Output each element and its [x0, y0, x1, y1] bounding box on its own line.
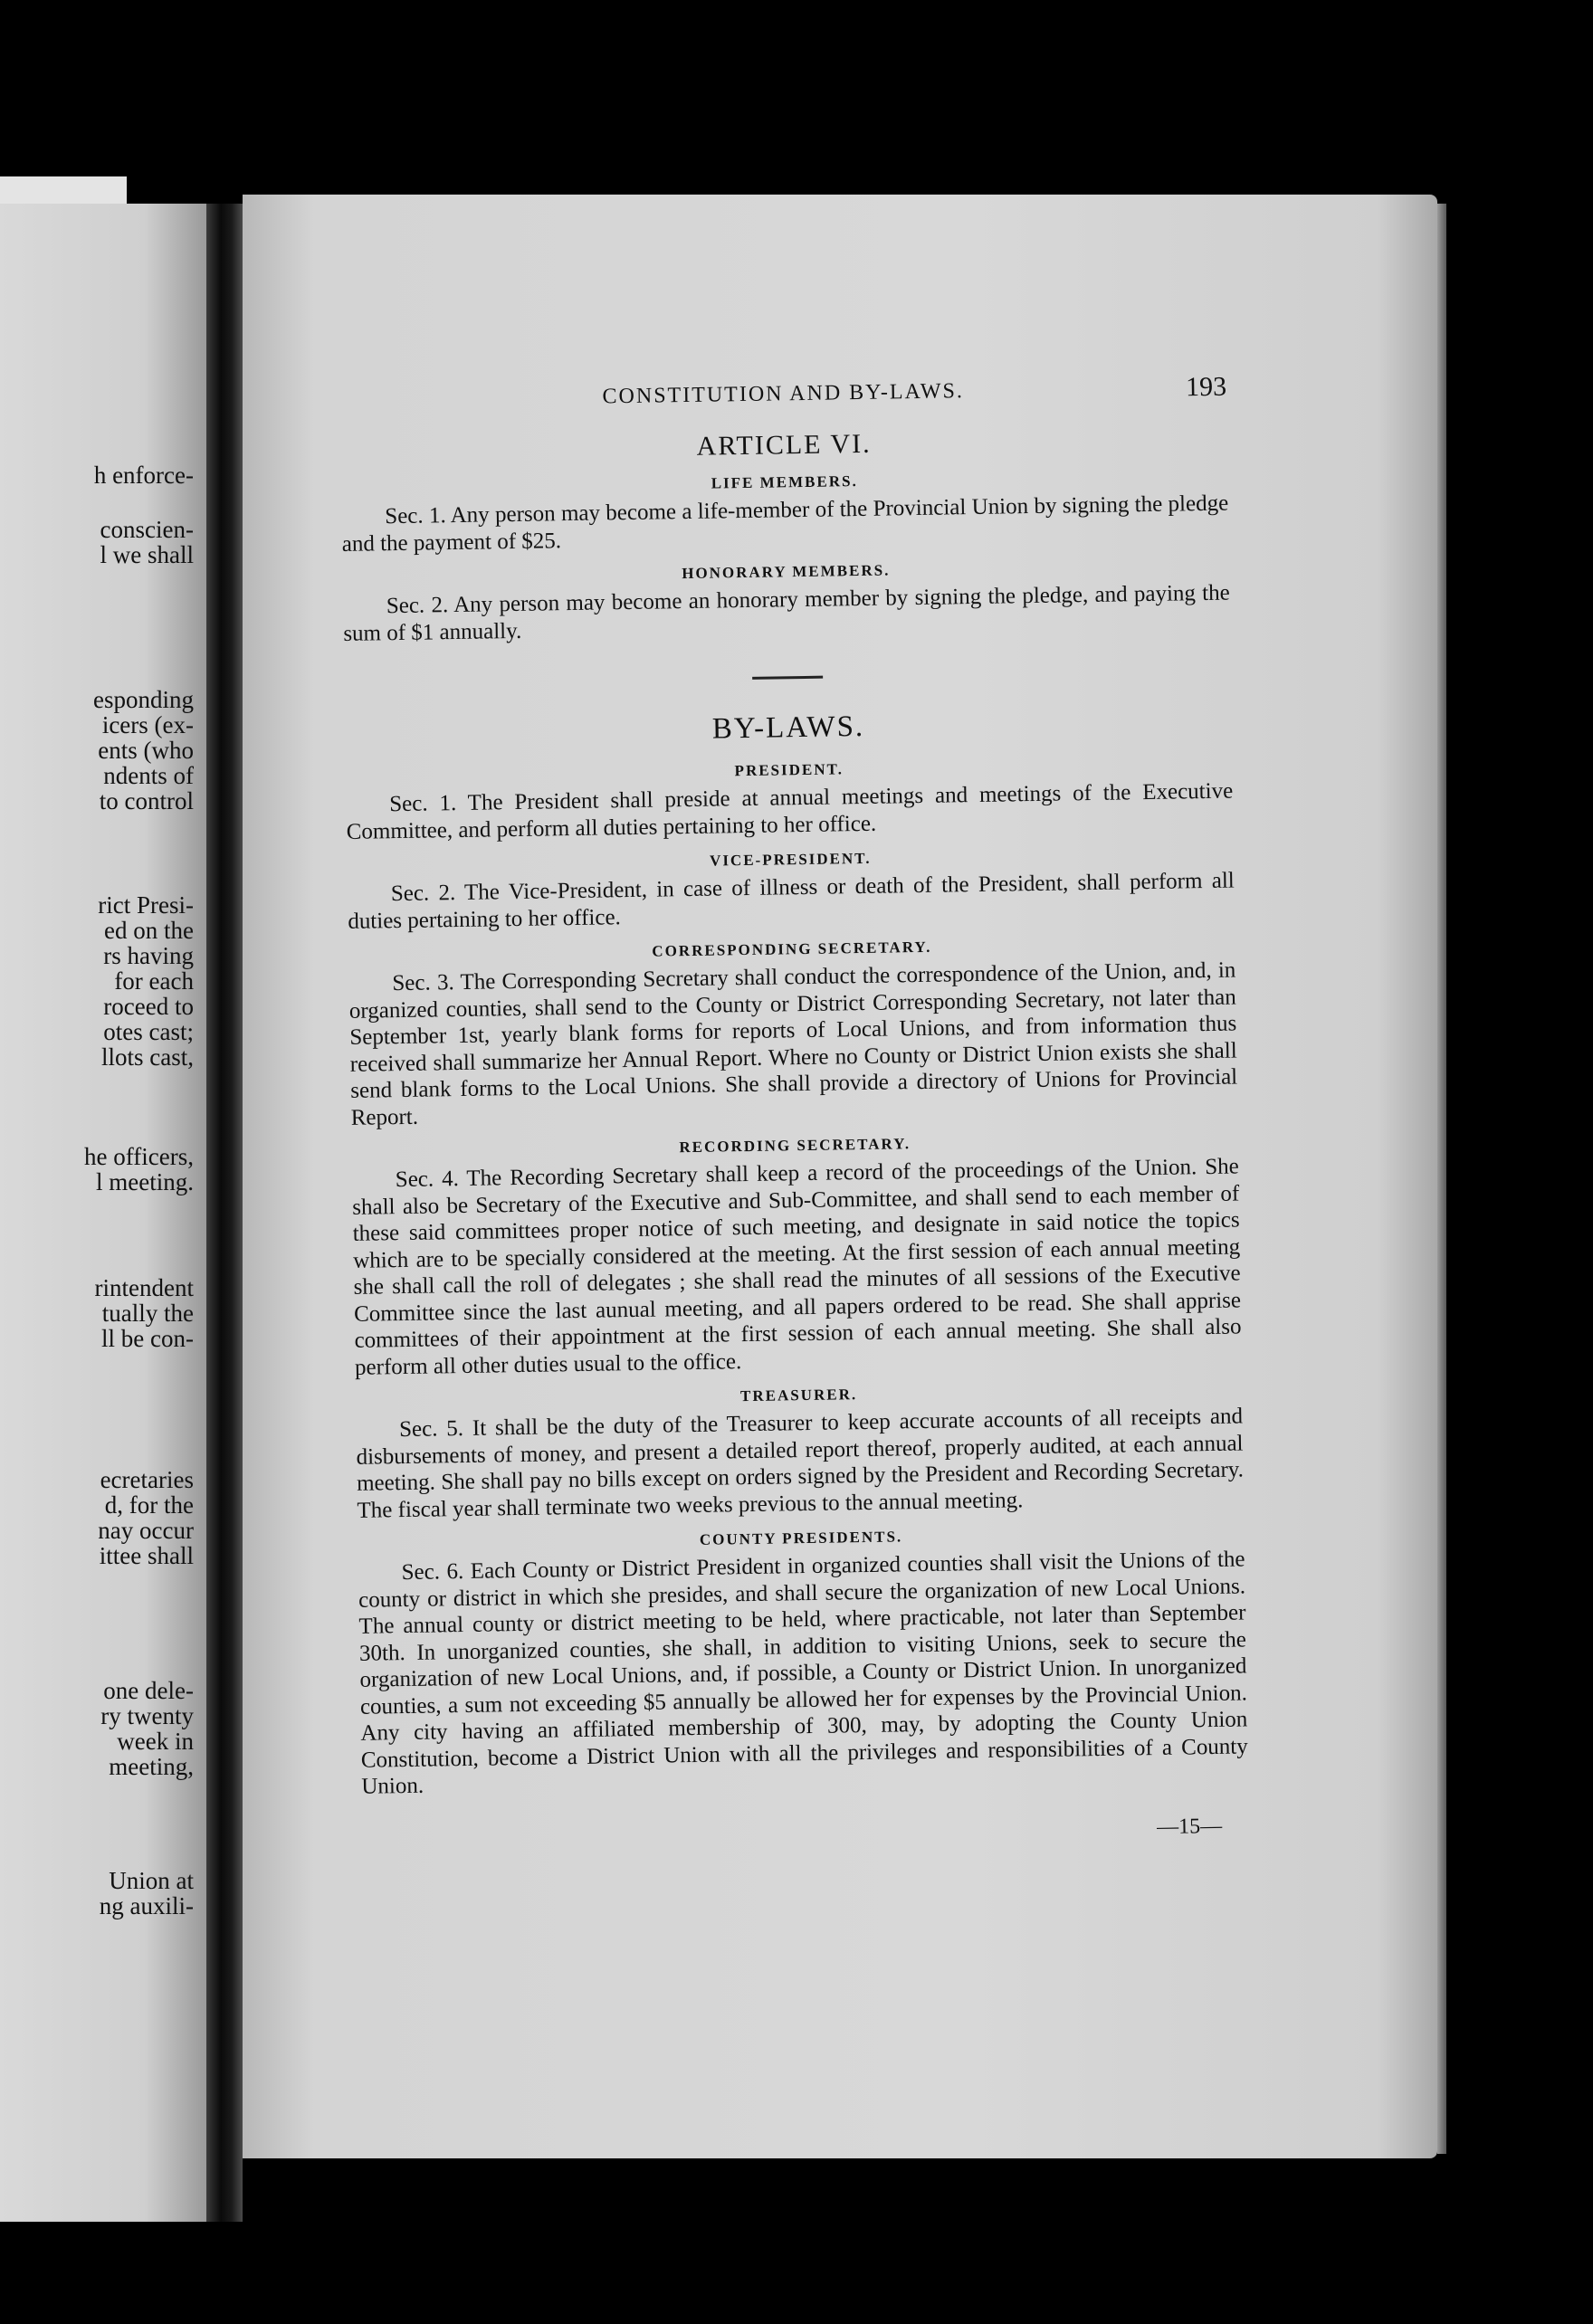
section-text: Sec. 4. The Recording Secretary shall keep a record of the proceedings of the Union. She shall also be Secretary of the Executive and Sub-Committee, and shall send to each member of these said committees proper notice of such meeting, and designate in said notice the topics which are to be specially considered at the meeting. At the first session of each annual meeting she shall call the roll of delegates ; she shall read the minutes of all sessions of the Executive Committee since the last aunual meeting, and all papers ordered to be read. She shall apprise committees of their appointment at the first session of each annual meeting. She shall also perform all other duties usual to the office.: [352, 1154, 1242, 1380]
page-signature: —15—: [1156, 1814, 1223, 1839]
left-page: [0, 204, 206, 2222]
left-page-line: he officers,: [84, 1143, 194, 1170]
left-page-line: icers (ex-: [101, 711, 194, 738]
left-page-edge: [0, 176, 127, 204]
left-page-line: l we shall: [100, 541, 194, 568]
left-page-line: ng auxili-: [99, 1892, 194, 1919]
section-heading: RECORDING SECRETARY.: [679, 1135, 911, 1157]
section-heading: PRESIDENT.: [734, 760, 844, 780]
section-heading: TREASURER.: [739, 1386, 858, 1405]
section-text: Sec. 1. Any person may become a life-member of the Provincial Union by signing the pledge and the payment of $25.: [341, 491, 1229, 557]
left-page-line: to control: [99, 787, 194, 814]
section-heading: HONORARY MEMBERS.: [682, 561, 891, 583]
section-heading: LIFE MEMBERS.: [711, 472, 858, 492]
left-page-line: d, for the: [104, 1491, 194, 1519]
left-page-line: ittee shall: [99, 1542, 194, 1569]
divider-rule: [752, 676, 823, 680]
page-number: 193: [1185, 371, 1227, 403]
left-page-line: ecretaries: [100, 1466, 194, 1493]
section-heading: COUNTY PRESIDENTS.: [699, 1528, 903, 1548]
left-page-line: llots cast,: [101, 1043, 194, 1071]
left-page-line: ents (who: [98, 737, 194, 764]
left-page-line: rict Presi-: [98, 891, 194, 919]
left-page-line: l meeting.: [96, 1168, 194, 1195]
left-page-line: esponding: [93, 686, 194, 713]
section-heading: VICE-PRESIDENT.: [709, 849, 872, 870]
left-page-line: h enforce-: [93, 462, 194, 489]
left-page-line: ll be con-: [101, 1325, 194, 1352]
article-title: ARTICLE VI.: [696, 428, 872, 462]
left-page-line: one dele-: [103, 1677, 194, 1704]
left-page-line: rintendent: [94, 1274, 194, 1301]
section-text: Sec. 2. Any person may become an honorary member by signing the pledge, and paying the sum of $1 annually.: [343, 580, 1230, 646]
section-heading: CORRESPONDING SECRETARY.: [652, 938, 932, 960]
left-page-line: tually the: [101, 1300, 194, 1327]
page-edge: [1437, 204, 1446, 2154]
page-content: [339, 371, 1249, 1853]
section-text: Sec. 6. Each County or District President in organized counties shall visit the Unions of the county or district in which she presides, and shall secure the organization of new Local Unions. The annual county or district meeting to be held, where practicable, not later than September 30th. In unorganized counties, she shall, in addition to visiting Unions, seek to secure the organization of new Local Unions, and, if possible, a County or District Union. In unorganized counties, a sum not exceeding $5 annually be allowed her for expenses by the Provincial Union. Any city having an affiliated membership of 300, may, by adopting the County Union Constitution, become a District Union with all the privileges and responsibilities of a County Union.: [358, 1547, 1248, 1799]
section-text: Sec. 2. The Vice-President, in case of illness or death of the President, shall perform all duties pertaining to her office.: [348, 868, 1235, 934]
book-spine: [206, 204, 243, 2222]
left-page-line: otes cast;: [103, 1018, 194, 1045]
bylaws-title: BY-LAWS.: [711, 710, 865, 746]
section-text: Sec. 1. The President shall preside at annual meetings and meetings of the Executive Committee, and perform all duties pertaining to her office.: [346, 778, 1234, 844]
left-page-line: roceed to: [103, 993, 194, 1020]
left-page-line: Union at: [109, 1867, 194, 1894]
left-page-line: week in: [117, 1728, 194, 1755]
left-page-line: ry twenty: [100, 1702, 194, 1729]
left-page-line: ndents of: [103, 762, 194, 789]
running-head-title: CONSTITUTION AND BY-LAWS.: [602, 379, 965, 409]
section-text: Sec. 5. It shall be the duty of the Treasurer to keep accurate accounts of all receipts and disbursements of money, and present a detailed report thereof, properly audited, at each annual meeting. She shall pay no bills except on orders signed by the President and Recording Secretary. The fiscal year shall terminate two weeks previous to the annual meeting.: [356, 1404, 1245, 1523]
left-page-line: for each: [114, 967, 194, 995]
left-page-line: rs having: [103, 942, 194, 969]
left-page-line: conscien-: [100, 516, 194, 543]
left-page-line: ed on the: [104, 917, 194, 944]
section-text: Sec. 3. The Corresponding Secretary shall conduct the correspondence of the Union, and, in organized counties, shall send to the County or District Corresponding Secretary, not later than September 1st, yearly blank forms for reports of Local Unions, and from information thus received shall summarize her Annual Report. Where no County or District Union exists she shall send blank forms to the Local Unions. She shall provide a directory of Unions for Provincial Report.: [348, 957, 1238, 1130]
left-page-line: meeting,: [109, 1753, 194, 1780]
left-page-line: nay occur: [98, 1517, 194, 1544]
